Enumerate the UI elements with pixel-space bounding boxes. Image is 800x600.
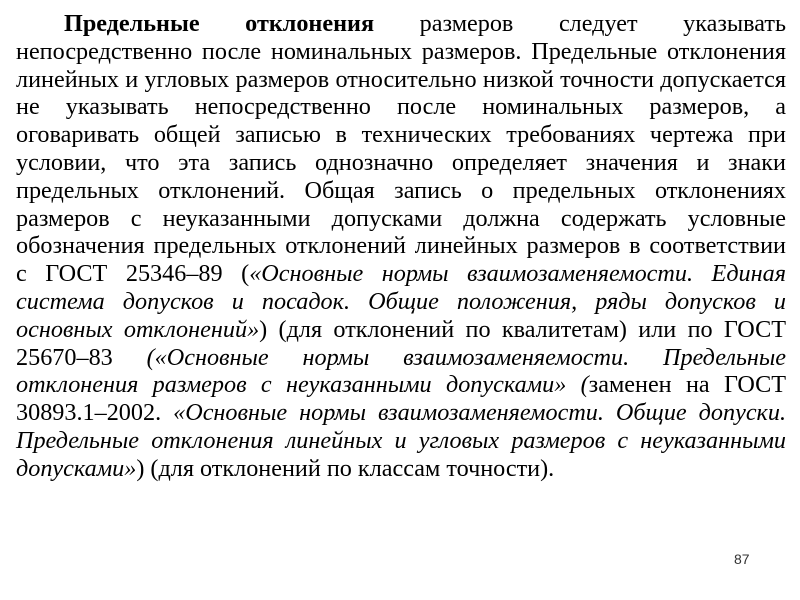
text-segment: ) (для отклонений по классам точности). [136, 454, 555, 482]
standard-title-italic: («Основные нормы взаимозаменяемости. Предельные отклонения размеров с неуказанными допусками» ( [16, 343, 787, 399]
term-bold: Предельные отклонения [64, 10, 375, 37]
page-number: 87 [734, 551, 750, 567]
body-paragraph [16, 10, 786, 483]
text-segment: заменен на ГОСТ 30893.1–2002. [16, 371, 786, 427]
text-segment: ) (для отклонений по квалитетам) или по ГОСТ 25670–83 [16, 315, 786, 371]
text-segment: размеров следует указывать непосредственно после номинальных размеров. Предельные отклонения линейных и угловых размеров относительно низкой точности допускается не указывать непосредственно после номинальных размеров, а оговаривать общей записью в технических требованиях чертежа при условии, что эта запись однозначно определяет значения и знаки предельных отклонений. Общая запись о предельных отклонениях размеров с неуказанными допусками должна содержать условные обозначения предельных отклонений линейных размеров в соответствии с ГОСТ 25346–89 ( [16, 10, 786, 288]
standard-title-italic: «Основные нормы взаимозаменяемости. Единая система допусков и посадок. Общие положения, ряды допусков и основных отклонений» [16, 260, 786, 343]
standard-title-italic: «Основные нормы взаимозаменяемости. Общие допуски. Предельные отклонения линейных и угловых размеров с неуказанными допусками» [16, 399, 787, 482]
